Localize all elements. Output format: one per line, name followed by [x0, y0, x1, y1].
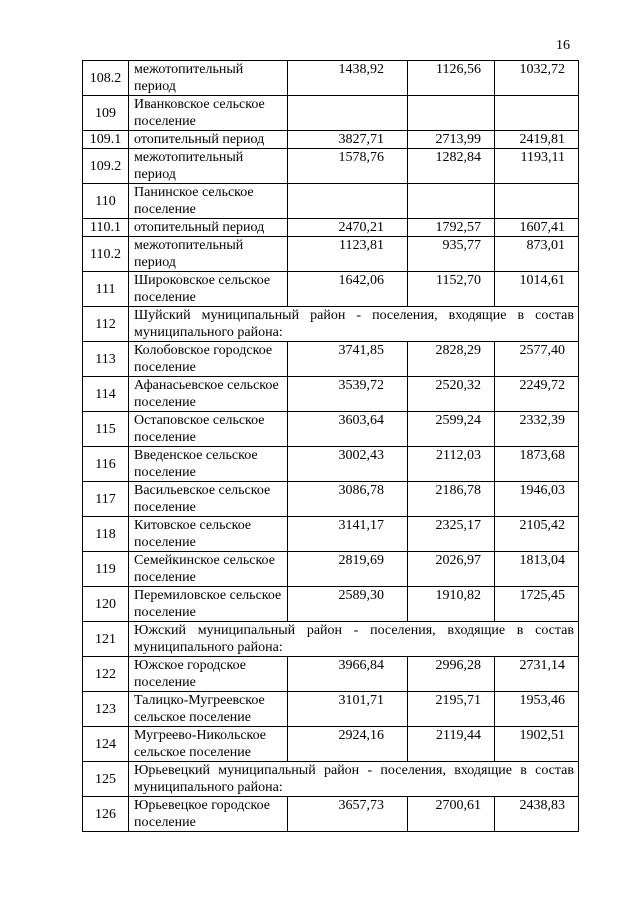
- table-row: [83, 96, 579, 131]
- row-number: 124: [83, 727, 129, 762]
- value-col-2: 2119,44: [408, 727, 495, 762]
- value-col-1: 2589,30: [288, 587, 408, 622]
- value-col-2: 935,77: [408, 237, 495, 272]
- table-row: [83, 657, 579, 692]
- settlement-name: Южское городское поселение: [129, 657, 288, 692]
- row-number: 109.1: [83, 131, 129, 149]
- table-row: [83, 272, 579, 307]
- table-row: [83, 237, 579, 272]
- row-number: 112: [83, 307, 129, 342]
- district-heading: Юрьевецкий муниципальный район - поселения, входящие в состав муниципального района:: [129, 762, 579, 797]
- row-number: 110.2: [83, 237, 129, 272]
- value-col-2: 2996,28: [408, 657, 495, 692]
- value-col-1: 1123,81: [288, 237, 408, 272]
- table-row: [83, 552, 579, 587]
- row-number: 110: [83, 184, 129, 219]
- value-col-2: 2026,97: [408, 552, 495, 587]
- value-col-3: 2577,40: [495, 342, 579, 377]
- value-col-3: 1193,11: [495, 149, 579, 184]
- value-col-3: 873,01: [495, 237, 579, 272]
- row-number: 114: [83, 377, 129, 412]
- value-col-3: 2438,83: [495, 797, 579, 832]
- settlement-name: Юрьевецкое городское поселение: [129, 797, 288, 832]
- value-col-1: [288, 184, 408, 219]
- row-number: 118: [83, 517, 129, 552]
- value-col-3: 1607,41: [495, 219, 579, 237]
- value-col-3: 2419,81: [495, 131, 579, 149]
- row-number: 113: [83, 342, 129, 377]
- settlement-name: Афанасьевское сельское поселение: [129, 377, 288, 412]
- value-col-1: 3101,71: [288, 692, 408, 727]
- row-number: 116: [83, 447, 129, 482]
- table-row: [83, 692, 579, 727]
- settlement-name: Талицко-Мугреевское сельское поселение: [129, 692, 288, 727]
- settlement-name: Мугреево-Никольское сельское поселение: [129, 727, 288, 762]
- settlement-name: Васильевское сельское поселение: [129, 482, 288, 517]
- settlement-name: отопительный период: [129, 131, 288, 149]
- value-col-2: 2599,24: [408, 412, 495, 447]
- row-number: 111: [83, 272, 129, 307]
- row-number: 119: [83, 552, 129, 587]
- value-col-2: 2713,99: [408, 131, 495, 149]
- value-col-1: 1578,76: [288, 149, 408, 184]
- value-col-3: 1014,61: [495, 272, 579, 307]
- settlement-name: Панинское сельское поселение: [129, 184, 288, 219]
- table-row: [83, 149, 579, 184]
- value-col-1: 3657,73: [288, 797, 408, 832]
- settlement-name: Введенское сельское поселение: [129, 447, 288, 482]
- row-number: 125: [83, 762, 129, 797]
- table-row: [83, 342, 579, 377]
- table-row: [83, 762, 579, 797]
- value-col-1: 3966,84: [288, 657, 408, 692]
- value-col-2: 2195,71: [408, 692, 495, 727]
- value-col-3: 1032,72: [495, 61, 579, 96]
- value-col-1: 2819,69: [288, 552, 408, 587]
- settlement-name: Семейкинское сельское поселение: [129, 552, 288, 587]
- settlement-name: Широковское сельское поселение: [129, 272, 288, 307]
- value-col-2: [408, 184, 495, 219]
- value-col-1: 3827,71: [288, 131, 408, 149]
- value-col-1: 3141,17: [288, 517, 408, 552]
- settlement-name: межотопительный период: [129, 61, 288, 96]
- row-number: 123: [83, 692, 129, 727]
- value-col-2: 1126,56: [408, 61, 495, 96]
- table-row: [83, 797, 579, 832]
- value-col-2: [408, 96, 495, 131]
- value-col-3: 1873,68: [495, 447, 579, 482]
- row-number: 109.2: [83, 149, 129, 184]
- value-col-3: 1902,51: [495, 727, 579, 762]
- value-col-2: 2700,61: [408, 797, 495, 832]
- settlement-name: Колобовское городское поселение: [129, 342, 288, 377]
- value-col-3: [495, 96, 579, 131]
- value-col-1: 3603,64: [288, 412, 408, 447]
- value-col-2: 2325,17: [408, 517, 495, 552]
- value-col-1: 2470,21: [288, 219, 408, 237]
- table-row: [83, 587, 579, 622]
- value-col-2: 2828,29: [408, 342, 495, 377]
- table-row: [83, 727, 579, 762]
- row-number: 117: [83, 482, 129, 517]
- value-col-2: 1152,70: [408, 272, 495, 307]
- value-col-3: [495, 184, 579, 219]
- settlement-name: межотопительный период: [129, 237, 288, 272]
- value-col-1: [288, 96, 408, 131]
- row-number: 120: [83, 587, 129, 622]
- row-number: 108.2: [83, 61, 129, 96]
- value-col-3: 1953,46: [495, 692, 579, 727]
- value-col-1: 2924,16: [288, 727, 408, 762]
- table-row: [83, 412, 579, 447]
- tariff-table: [82, 60, 579, 832]
- district-heading: Южский муниципальный район - поселения, входящие в состав муниципального района:: [129, 622, 579, 657]
- value-col-1: 1438,92: [288, 61, 408, 96]
- value-col-2: 1792,57: [408, 219, 495, 237]
- value-col-3: 1813,04: [495, 552, 579, 587]
- value-col-2: 2520,32: [408, 377, 495, 412]
- table-body: [83, 61, 579, 832]
- table-row: [83, 61, 579, 96]
- value-col-1: 3086,78: [288, 482, 408, 517]
- value-col-2: 1282,84: [408, 149, 495, 184]
- value-col-3: 2731,14: [495, 657, 579, 692]
- table-row: [83, 184, 579, 219]
- value-col-3: 1725,45: [495, 587, 579, 622]
- table-row: [83, 447, 579, 482]
- value-col-1: 1642,06: [288, 272, 408, 307]
- value-col-3: 2249,72: [495, 377, 579, 412]
- settlement-name: Китовское сельское поселение: [129, 517, 288, 552]
- value-col-3: 2332,39: [495, 412, 579, 447]
- value-col-3: 2105,42: [495, 517, 579, 552]
- table-row: [83, 307, 579, 342]
- value-col-2: 1910,82: [408, 587, 495, 622]
- value-col-1: 3741,85: [288, 342, 408, 377]
- value-col-2: 2186,78: [408, 482, 495, 517]
- row-number: 121: [83, 622, 129, 657]
- settlement-name: межотопительный период: [129, 149, 288, 184]
- row-number: 122: [83, 657, 129, 692]
- table-row: [83, 131, 579, 149]
- settlement-name: Перемиловское сельское поселение: [129, 587, 288, 622]
- value-col-1: 3002,43: [288, 447, 408, 482]
- value-col-3: 1946,03: [495, 482, 579, 517]
- table-row: [83, 219, 579, 237]
- page-number: 16: [556, 38, 570, 53]
- table-row: [83, 482, 579, 517]
- row-number: 126: [83, 797, 129, 832]
- district-heading: Шуйский муниципальный район - поселения, входящие в состав муниципального района:: [129, 307, 579, 342]
- row-number: 110.1: [83, 219, 129, 237]
- settlement-name: отопительный период: [129, 219, 288, 237]
- settlement-name: Иванковское сельское поселение: [129, 96, 288, 131]
- table-row: [83, 377, 579, 412]
- table-row: [83, 517, 579, 552]
- table-row: [83, 622, 579, 657]
- value-col-1: 3539,72: [288, 377, 408, 412]
- value-col-2: 2112,03: [408, 447, 495, 482]
- row-number: 115: [83, 412, 129, 447]
- row-number: 109: [83, 96, 129, 131]
- settlement-name: Остаповское сельское поселение: [129, 412, 288, 447]
